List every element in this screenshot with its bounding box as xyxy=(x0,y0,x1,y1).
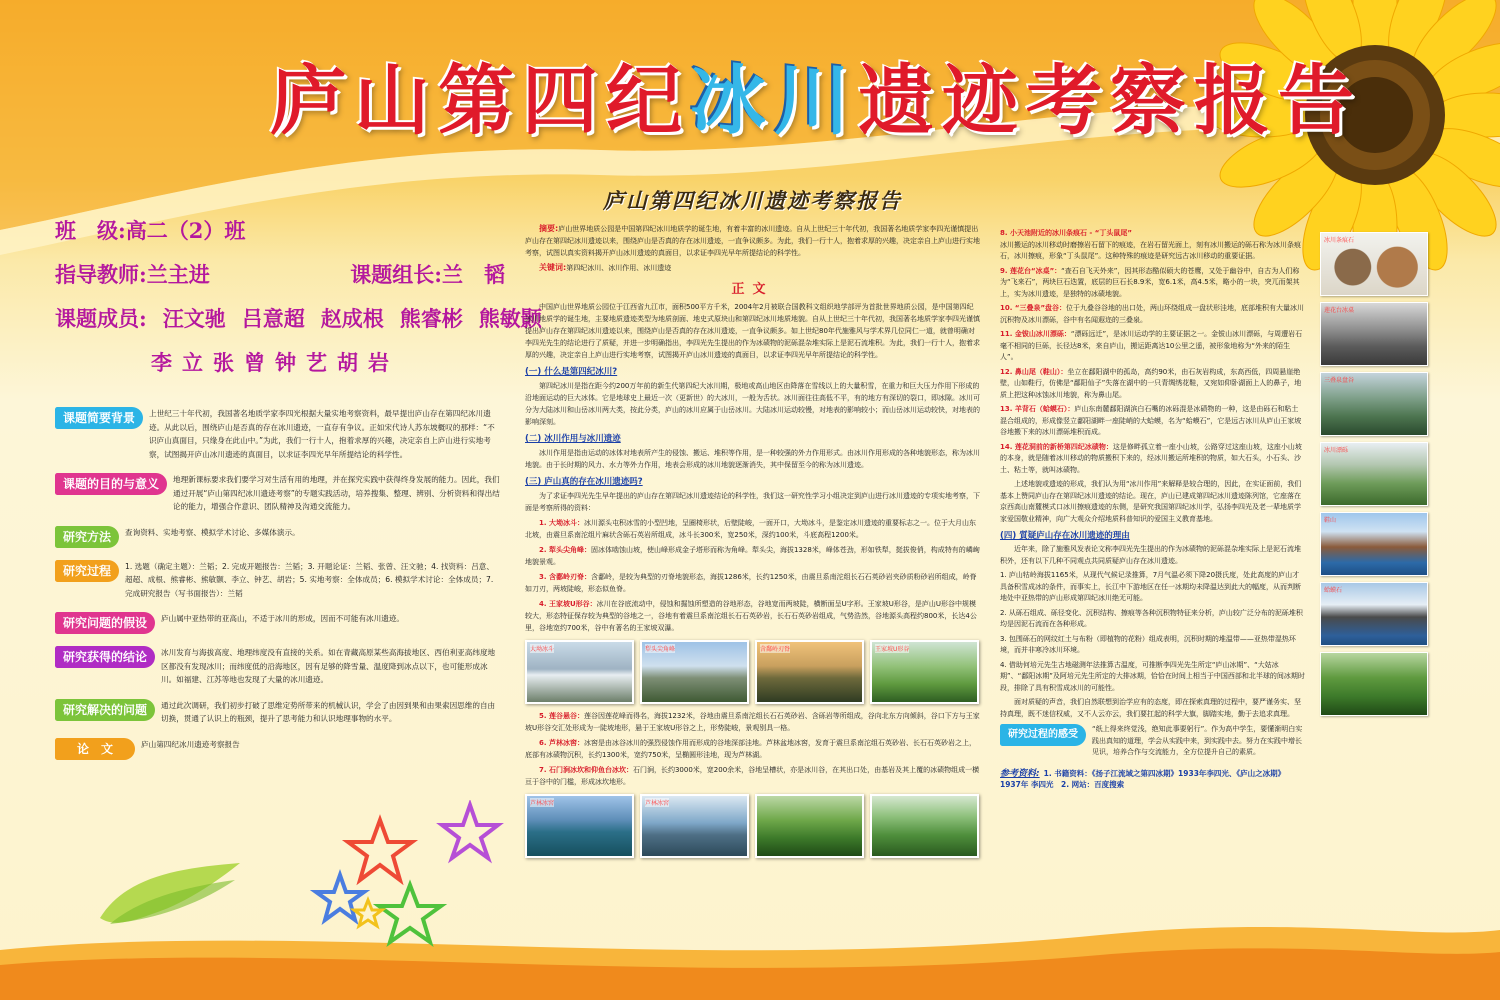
section-tag: 研究问题的假设 xyxy=(55,612,155,634)
heading-what-is: (一) 什么是第四纪冰川? xyxy=(525,367,618,377)
list-item xyxy=(1000,442,1305,477)
heading-does-lushan-exist: (三) 庐山真的存在冰川遗迹吗? xyxy=(525,477,643,487)
list-item xyxy=(1000,266,1305,301)
member-name: 汪文驰 xyxy=(162,306,226,331)
objection-item: 1. 庐山牯岭海拔1165米，从现代气候记录推算，7月气温必须下降20摄氏度，处此高度的庐山才具备积雪成冰的条件，而事实上，长江中下游地区在任一冰期均未降温达到此大的幅度，从而判断地处中亚热带的庐山形成第四纪冰川绝无可能。 xyxy=(1000,571,1301,602)
section-text: 上世纪三十年代初，我国著名地质学家李四光根据大量实地考察资料，最早提出庐山存在第四纪冰川遗迹。从此以后，围绕庐山是否真的存在冰川遗迹，一直存有争议。正如宋代诗人苏东坡概叹的那样：“不识庐山真面目，只缘身在此山中。”为此，我们一行十人，抱着求厚的兴趣，决定亲自上庐山进行实地考察，试图揭开庐山冰川遗迹的真面目，以求证李四光早年所提结论的科学性。 xyxy=(149,409,495,459)
item-title: 14. 莲花洞前的新桥第四纪冰碛物： xyxy=(1000,442,1113,451)
landscape-photo xyxy=(640,794,749,858)
main-text-heading: 正文 xyxy=(731,282,774,297)
section-tag: 论 文 xyxy=(55,738,135,760)
abstract xyxy=(525,223,980,259)
list-item xyxy=(525,710,980,734)
list-item xyxy=(525,517,980,541)
section-tag: 课题简要背景 xyxy=(55,407,143,429)
stars-decoration xyxy=(310,800,510,950)
photo-caption: 冰川漂砾 xyxy=(1324,447,1349,454)
keywords-label: 关键词: xyxy=(539,263,567,272)
section-hypothesis xyxy=(55,612,500,634)
landscape-photo xyxy=(1320,512,1428,576)
photo-caption: 含鄱岭刃脊 xyxy=(760,646,791,653)
item-text: 位于九叠谷谷地的出口处，两山环绕组成一盘状形洼地，底部堆积有大量冰川沉积物及冰川漂砾，谷中有名闻遐迩的三叠泉。 xyxy=(1000,304,1305,324)
landscape-photo xyxy=(755,640,864,704)
teacher-leader-line xyxy=(55,259,505,289)
section-list xyxy=(55,395,500,760)
item-title: 12. 鼻山尾（鞋山）： xyxy=(1000,367,1068,376)
abstract-text: 庐山世界地质公园是中国第四纪冰川地质学的诞生地，有着丰富的冰川遗迹。自从上世纪三十年代初，我国著名地质学家李四光谨慎提出庐山存在第四纪冰川遗迹以来，围绕庐山是否真的存在冰川遗迹，一直争议颇多。为此，我们一行十人，抱着求厚的兴趣，决定亲自上庐山进行实地考察，试图以真实资料揭开庐山冰川遗迹的真面目，以求证李四光早年所提结论的科学性。 xyxy=(525,225,980,257)
title-post: 遗迹考察报告 xyxy=(858,56,1362,145)
item-text: 庐山东南麓鄱阳湖滨白石嘴的冰砾混是冰碛物的一种，这是由砾石和粘土混合组成的，形成像竖立鄱阳湖畔一座陡峭的大蛤蟆，名为“蛤蟆石”，它是远古冰川从庐山王家坡谷地搬下来的冰川漂砾堆积而成。 xyxy=(1000,405,1302,436)
class-value: 高二（2）班 xyxy=(125,218,246,243)
section-text: 通过此次调研，我们初步打破了思维定势所带来的机械认识，学会了由因到果和由果索因思维的自由切换，贯通了认识上的瓶颈，提升了思考能力和认识地理事物的水平。 xyxy=(161,700,496,723)
intro-paragraph: 中国庐山世界地质公园位于江西省九江市，面积500平方千米，2004年2月被联合国教科文组织地学部评为首批世界地质公园，是中国第四纪冰川地质学的诞生地，主要地质遗迹类型为地质剖面、地史式原块山和第四纪冰川地质地貌。自从上世纪三十年代初，我国著名地质学家李四光谨慎提出庐山存在第四纪冰川遗迹以来，围绕庐山是否真的存在冰川遗迹，一直争议颇多。如上世纪80年代施雅风与学术界几位同仁一道，就曾明确对李四光先生的结论进行了质疑，并进一步明确指出，李四光先生提出的作为冰碛物的泥砾混杂堆实际上是泥石流堆积。为此，我们一行十人，抱着求厚的兴趣，决定亲自上庐山进行实地考察，试图揭开庐山冰川遗迹的真面目，以求证李四光早年所提结论的科学性。 xyxy=(525,303,980,359)
photo-row-1 xyxy=(525,640,980,704)
landscape-photo xyxy=(870,640,979,704)
section-text: “纸上得来终觉浅，绝知此事要躬行”。作为高中学生，要懂渐明白实践出真知的道理，学会从实践中来，到实践中去。努力在实践中增长见识，培养合作与交流能力，全方位提升自己的素质。 xyxy=(1092,725,1303,756)
doubts-paragraph: 近年来，除了施雅风发表论文称李四光先生提出的作为冰碛物的泥砾混杂堆实际上是泥石流堆积外，还有以下几种不同观点共同质疑庐山存在冰川遗迹。 xyxy=(1000,545,1301,565)
landscape-photo xyxy=(525,794,634,858)
class-line xyxy=(55,215,505,245)
class-info xyxy=(55,215,542,391)
item-text: 含鄱岭，是较为典型的刃脊地貌形态，海拔1286米，长约1250米，由震旦系南沱组长石石英砂岩夹砂质粉砂岩所组成，岭脊如刀刃，两坡陡峻，形态似鱼脊。 xyxy=(525,573,977,593)
section-text: 地理新课标要求我们要学习对生活有用的地理，并在探究实践中获得终身发展的能力。因此，我们通过开展“庐山第四纪冰川遗迹考察”的专题实践活动，培养搜集、整理、辨别、分析资料和得出结论的能力，增强合作意识、团队精神及沟通交流能力。 xyxy=(173,475,500,511)
section-purpose xyxy=(55,473,500,514)
landscape-photo xyxy=(1320,652,1428,716)
star-icon xyxy=(354,900,382,926)
section-tag: 研究方法 xyxy=(55,526,119,548)
list-item xyxy=(1000,329,1305,364)
item-title: 3. 含鄱岭刃脊： xyxy=(539,573,591,581)
report-right-column xyxy=(1000,228,1305,790)
members-label: 课题成员: xyxy=(55,306,147,331)
landscape-photo xyxy=(1320,302,1428,366)
star-icon xyxy=(442,805,498,858)
section-text: 1. 选题（确定主题）：兰韬；2. 完成开题报告：兰韬；3. 开题论证：兰韬、张曾、汪文驰；4. 找资料：吕意、超超、成根、熊睿彬、熊敏颢、李立、钟艺、胡岩；5. 实地考察：全体成员；6. 模拟学术讨论：全体成员；7. 完成研究报告（写书面报告）：兰韬 xyxy=(125,561,494,598)
list-item xyxy=(525,571,980,595)
item-title: 13. 羊背石（蛤蟆石）： xyxy=(1000,405,1075,413)
list-item xyxy=(1000,404,1305,439)
item-title: 1. 大坳冰斗： xyxy=(539,519,584,527)
teacher-label: 指导教师: xyxy=(55,262,147,287)
heading-glacial-action: (二) 冰川作用与冰川遗迹 xyxy=(525,434,621,444)
green-brush-decoration xyxy=(95,858,245,933)
photo-caption: 三叠泉盘谷 xyxy=(1324,377,1355,384)
landscape-photo xyxy=(1320,582,1428,646)
item-title: 4. 王家坡U形谷： xyxy=(539,600,597,608)
photo-caption: 冰川条痕石 xyxy=(1324,237,1355,244)
photo-caption: 鞋山 xyxy=(1324,517,1337,524)
item-text: 这是修畔孤立着一座小山坡，公路穿过这座山坡，这座小山坡的本身，就是随着冰川移动的物质搬积下来的，经冰川搬运所堆积的物质，如大石头，小石头、沙土、粘土等，就叫冰碛物。 xyxy=(1000,442,1302,474)
list-item xyxy=(1000,367,1305,402)
objection-item: 2. 从砾石组成、砾径变化、沉积结构、擦痕等各种沉积物特征来分析，庐山较广泛分布的泥砾堆积均是因泥石流而在各种形成。 xyxy=(1000,608,1303,628)
title-pre: 庐山第四纪 xyxy=(270,56,690,145)
objection-item: 3. 包围砾石的网纹红土与布粉（即植物的花粉）组成表明，沉积时期的堆温带——亚热带湿热环境，而并非寒冷冰川环境。 xyxy=(1000,634,1296,654)
item-title: 8. 小天池附近的冰川条痕石 - “丁头鼠尾” xyxy=(1000,229,1132,237)
item-text: 冰川源头屯积冰雪的小型凹地，呈圈椅形状，后壁陡峻，一面开口，大坳冰斗，是鉴定冰川遗迹的重要标志之一。位于大月山东北坡，由震旦系南沱组片麻状含砾石英岩所组成，冰斗长300米，宽250米，深约100米，斗底高程1200米。 xyxy=(525,519,976,539)
landscape-photo xyxy=(755,794,864,858)
star-icon xyxy=(348,820,412,880)
member-name: 熊敏颢 xyxy=(478,306,542,331)
photo-caption: 犁头尖角峰 xyxy=(645,646,676,653)
landscape-photo xyxy=(1320,442,1428,506)
section-tag: 研究过程的感受 xyxy=(1000,724,1086,746)
section-tag: 研究解决的问题 xyxy=(55,699,155,721)
poster-title xyxy=(270,40,1362,150)
paragraph-glacial-action: 冰川作用是指由运动的冰体对地表所产生的侵蚀、搬运、堆积等作用，是一种较强的外力作用形式。由冰川作用形成的各种地貌形态，称为冰川地貌。由于长时期的风力、水力等外力作用，地表会形成的冰川地貌逐渐消失，其中保留至今的称为冰川遗迹。 xyxy=(525,449,980,469)
section-text: 庐山属中亚热带的亚高山，不适于冰川的形成，因而不可能有冰川遗迹。 xyxy=(161,614,405,623)
landscape-photo xyxy=(1320,232,1428,296)
list-item xyxy=(525,737,980,761)
landscape-photo xyxy=(525,640,634,704)
section-text: 庐山第四纪冰川遗迹考察报告 xyxy=(141,739,240,749)
summary-paragraph: 上述地貌或遗迹的形成，我们认为用“冰川作用”来解释是较合理的，因此，在实证面前，我们基本上赞同庐山存在第四纪冰川遗迹的结论。现在，庐山已建成第四纪冰川遗迹陈列馆，它座落在京西高山南麓模式口冰川擦痕遗迹的东侧，是研究我国第四纪冰川学，弘扬李四光及老一辈地质学家爱国敬业精神，向广大观众介绍地质科普知识的爱国主义教育基地。 xyxy=(1000,480,1302,523)
list-item xyxy=(525,544,980,568)
title-highlight: 冰川 xyxy=(690,56,858,145)
item-title: 2. 犁头尖角峰： xyxy=(539,546,591,554)
closing-paragraph: 面对质疑的声音，我们自然联想到治学应有的态度，即在探索真理的过程中，要严谨务实、坚持真理，既不迷信权威，又不人云亦云，我们要扛起的科学大旗，脚踏实地，勤于去追求真理。 xyxy=(1000,698,1301,718)
item-text: 冰川搬运的冰川移动时磨擦岩石留下的痕迹，在岩石留光面上，刻有冰川搬运的砾石称为冰川条痕石，冰川擦痕，形象“丁头鼠尾”。这种特殊的痕迹是研究远古冰川移动的重要证据。 xyxy=(1000,240,1301,260)
references xyxy=(1000,766,1305,790)
keywords xyxy=(525,262,980,274)
class-label: 班 级: xyxy=(55,218,126,243)
photo-caption: 大坳冰斗 xyxy=(530,646,555,653)
section-tag: 研究过程 xyxy=(55,560,119,582)
list-item xyxy=(1000,303,1305,326)
item-text: 冰窖是由冰谷冰川的强烈侵蚀作用而形成的谷地深部洼地。芦林盆地冰窖，发育于震旦系南沱组石英砂岩、长石石英砂岩之上，底部有冰碛物沉积，长约1300米，宽约750米，呈椭圆形洼地，现为芦林湖。 xyxy=(525,739,976,759)
star-icon xyxy=(379,885,441,942)
landscape-photo xyxy=(870,794,979,858)
heading-doubts: (四) 質疑庐山存在冰川遗迹的理由 xyxy=(1000,531,1130,541)
section-text: 冰川发育与海拔高度、地理纬度没有直接的关系。如在青藏高原某些高海拔地区、西伯利亚高纬度地区都没有发现冰川；而纬度低的沿海地区，因有足够的降雪量、温度降到冰点以下，也可能形成冰川。如福建、江苏等地也发现了大量的冰川遗迹。 xyxy=(161,648,496,684)
member-name: 吕意超 xyxy=(241,306,305,331)
item-title: 11. 金钹山冰川漂砾： xyxy=(1000,330,1071,338)
item-title: 7. 石门涧冰坎和仰鱼台冰坎： xyxy=(539,766,633,774)
side-photo-strip xyxy=(1320,232,1426,722)
section-method xyxy=(55,526,500,548)
section-tag: 课题的目的与意义 xyxy=(55,473,167,495)
item-title: 9. 莲花台“冰桌”： xyxy=(1000,266,1062,275)
photo-caption: 芦林冰窖 xyxy=(645,800,670,807)
list-item xyxy=(525,598,980,634)
section-conclusion xyxy=(55,646,500,687)
list-item xyxy=(525,764,980,788)
report-middle-column xyxy=(525,185,980,864)
keywords-text: 第四纪冰川、冰川作用、冰川遗迹 xyxy=(566,264,672,272)
landscape-photo xyxy=(640,640,749,704)
section-text: 查询资料、实地考察、模拟学术讨论、多媒体演示。 xyxy=(125,527,300,537)
item-title: 5. 莲谷悬谷： xyxy=(539,712,584,720)
item-text: “查石自飞天外来”，因其形态酷似硕大的苍鹰，又处于幽谷中，自古为人们称为“飞来石”，两块巨石迭置，底层的巨石长8.9米，宽6.1米，高4.5米，略小的一块，突兀而架其上，实为冰川遗迹，是独特的冰碛地貌。 xyxy=(1000,266,1300,298)
section-process xyxy=(55,560,500,601)
photo-caption: 莲花台冰桌 xyxy=(1324,307,1355,314)
references-text: 1. 书籍资料：《扬子江流域之第四冰期》1933年李四光、《庐山之冰期》1937年 李四光 2. 网站：百度搜索 xyxy=(1000,768,1286,789)
item-text: 石门涧，长约3000米，宽200余米，谷地呈槽状，亦是冰川谷，在其出口处，由基岩及其上覆的冰碛物组成一横亘于谷中的门槛，形成冰坎地形。 xyxy=(525,766,980,786)
paragraph-does-lushan-exist: 为了求证李四光先生早年提出的庐山存在第四纪冰川遗迹结论的科学性，我们这一研究性学习小组决定到庐山进行冰川遗迹的专项实地考察，下面是考察所得的资料： xyxy=(525,492,980,512)
photo-caption: 王家坡U形谷 xyxy=(875,646,910,653)
item-text: 莲谷因莲花峰而得名，海拔1232米，谷地由震旦系南沱组长石石英砂岩、含砾岩等所组成，谷向北东方向倾斜，谷口下方与王家坡U形谷交汇处形成为一陡坡地形，悬于王家坡U形谷之上，形势陡峻，景观别具一格。 xyxy=(525,712,980,732)
members-line-2: 李立张曾钟艺胡岩 xyxy=(151,350,399,375)
section-solved xyxy=(55,699,500,726)
members-line xyxy=(55,303,542,333)
section-background xyxy=(55,407,500,461)
list-item xyxy=(1000,228,1305,263)
section-tag: 研究获得的结论 xyxy=(55,646,155,668)
objection-item: 4. 借助何培元先生古地磁测年法推算古温度，可推断李四光先生所定“庐山冰期”、“大姑冰期”、“鄱阳冰期”及阿培元先生所定的大排冰期，恰恰在时间上相当于中国西部和北半球的间冰期时段，排除了具有积雪成冰川的可能性。 xyxy=(1000,660,1305,692)
item-text: 固冰体啮蚀山坡，使山峰形成金子塔形而称为角峰。犁头尖，海拔1328米，峰体苍劲，形如铁犁，挺拔俊俏，构成特有的嶙峋地貌景观。 xyxy=(525,546,980,566)
landscape-photo xyxy=(1320,372,1428,436)
item-text: 冰川在谷底流动中，侵蚀和掘蚀所塑造的谷地形态，谷地宽而两坡陡，横断面呈U字形。王家坡U形谷，是庐山U形谷中规模较大，形态特征保存较为典型的谷地之一，谷地有着震旦系南沱组长石石英砂岩，长石石英砂岩组成，气势浩然，谷地源头高程约800米，长达4公里，谷地宽约700米，谷中有著名的王家坡双瀑。 xyxy=(525,600,977,632)
item-title: 10. “三叠泉”盘谷： xyxy=(1000,304,1067,312)
photo-caption: 蛤蟆石 xyxy=(1324,587,1343,594)
paragraph-what-is: 第四纪冰川是指在距今约200万年前的新生代第四纪大冰川期，极地或高山地区由降落在雪线以上的大量积雪，在重力和巨大压力作用下形成的沿地面运动的巨大冰体。它是地球史上最近一次（更新世）的大冰川，一般为舌状。冰川面往往高低不平，有的地方有深切的裂口，即冰隙。冰川可分为大陆冰川和山岳冰川两大类，按此分类，庐山的冰川应属于山岳冰川。大陆冰川运动较慢，对地表的影响较小；而山岳冰川运动较快，对地表的影响深刻。 xyxy=(525,382,980,426)
leader-value: 兰 韬 xyxy=(442,262,505,287)
teacher-value: 兰主进 xyxy=(146,262,210,287)
item-title: 6. 芦林冰窖： xyxy=(539,739,584,747)
abstract-label: 摘要: xyxy=(539,224,559,233)
item-text: 坐立在鄱阳湖中的孤岛，高约90米，由石灰岩构成，东高西低，四周悬崖绝壁，山如鞋行，仿佛是“鄱阳仙子”失落在湖中的一只青绸绣花鞋，又宛如仰卧湖面上人的鼻子，地质上把这种冰蚀冰川地貌，称为鼻山尾。 xyxy=(1000,367,1302,399)
member-name: 熊睿彬 xyxy=(399,306,463,331)
member-name: 赵成根 xyxy=(320,306,384,331)
section-feelings xyxy=(1000,724,1305,762)
photo-caption: 芦林冰窖 xyxy=(530,800,555,807)
leader-label: 课题组长: xyxy=(350,262,442,287)
references-label: 参考资料: xyxy=(1000,768,1040,779)
report-title: 庐山第四纪冰川遗迹考察报告 xyxy=(603,188,902,213)
photo-row-2 xyxy=(525,794,980,858)
section-paper xyxy=(55,738,500,760)
item-text: “漂砾远迁”，是冰川运动学的主要证据之一。金钹山冰川漂砾，与周遭岩石毫不相同的巨砾，长径达8米，来自庐山，搬运距离达10公里之遥，被形象地称为“外来的陌生人”。 xyxy=(1000,330,1303,361)
